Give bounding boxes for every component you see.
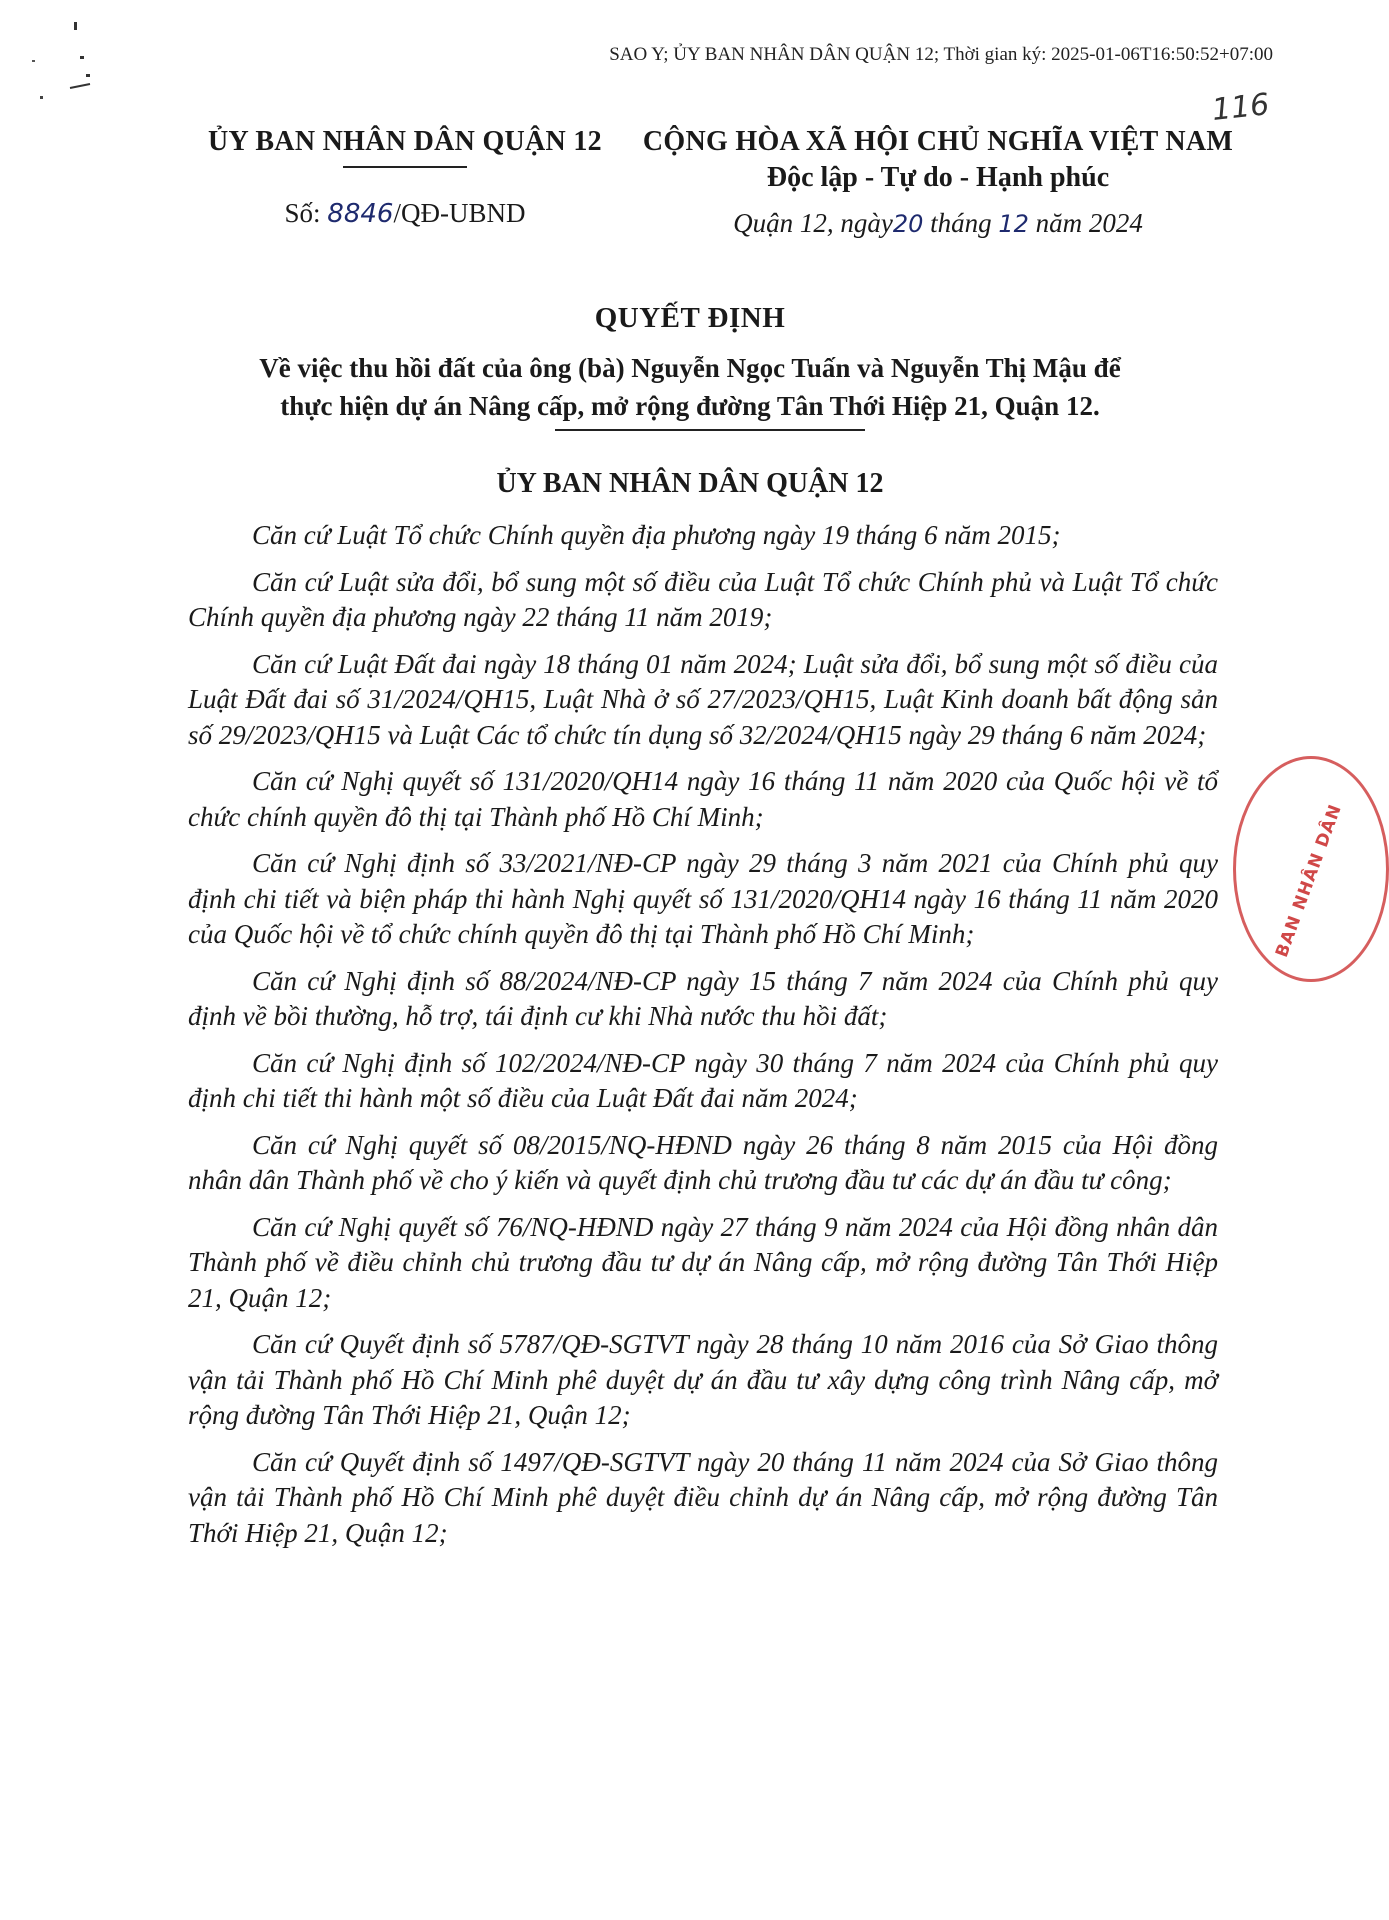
header-left xyxy=(190,126,620,229)
handwritten-number: 116 xyxy=(1210,87,1271,128)
date-day: 20 xyxy=(892,210,924,238)
subject-line-2: thực hiện dự án Nâng cấp, mở rộng đường Tân Thới Hiệp 21, Quận 12. xyxy=(280,391,1100,421)
date-part2: tháng xyxy=(923,208,999,238)
scan-margin-marks xyxy=(30,18,110,108)
legal-basis-paragraph: Căn cứ Luật sửa đổi, bổ sung một số điều của Luật Tổ chức Chính phủ và Luật Tổ chức Chính quyền địa phương ngày 22 tháng 11 năm 2019; xyxy=(188,566,1218,632)
title-block xyxy=(150,302,1230,431)
number-handwritten: 8846 xyxy=(327,199,394,229)
date-part3: năm 2024 xyxy=(1028,208,1143,238)
legal-basis-paragraph: Căn cứ Quyết định số 1497/QĐ-SGTVT ngày 20 tháng 11 năm 2024 của Sở Giao thông vận tải Thành phố Hồ Chí Minh phê duyệt điều chỉnh dự án Nâng cấp, mở rộng đường Tân Thới Hiệp 21, Quận 12; xyxy=(188,1446,1218,1548)
agency-underline xyxy=(343,166,467,168)
legal-basis-paragraph: Căn cứ Nghị quyết số 76/NQ-HĐND ngày 27 tháng 9 năm 2024 của Hội đồng nhân dân Thành phố về điều chỉnh chủ trương đầu tư dự án Nâng cấp, mở rộng đường Tân Thới Hiệp 21, Quận 12; xyxy=(188,1211,1218,1313)
subject-line-1: Về việc thu hồi đất của ông (bà) Nguyễn Ngọc Tuấn và Nguyễn Thị Mậu để xyxy=(259,353,1121,383)
national-motto: Độc lập - Tự do - Hạnh phúc xyxy=(766,162,1110,193)
country-name: CỘNG HÒA XÃ HỘI CHỦ NGHĨA VIỆT NAM xyxy=(642,126,1234,157)
legal-basis-paragraph: Căn cứ Nghị quyết số 131/2020/QH14 ngày 16 tháng 11 năm 2020 của Quốc hội về tổ chức chính quyền đô thị tại Thành phố Hồ Chí Minh; xyxy=(188,766,1218,832)
seal-text: BAN NHÂN DÂN xyxy=(1271,801,1347,961)
document-subject xyxy=(150,349,1230,425)
number-suffix: /QĐ-UBND xyxy=(393,198,526,228)
legal-basis-paragraph: Căn cứ Quyết định số 5787/QĐ-SGTVT ngày 28 tháng 10 năm 2016 của Sở Giao thông vận tải Thành phố Hồ Chí Minh phê duyệt dự án đầu tư xây dựng công trình Nâng cấp, mở rộng đường Tân Thới Hiệp 21, Quận 12; xyxy=(188,1329,1218,1430)
header-right xyxy=(628,126,1248,239)
number-prefix: Số: xyxy=(284,198,328,228)
document-body xyxy=(188,518,1218,1562)
date-part1: Quận 12, ngày xyxy=(733,208,893,238)
legal-basis-paragraph: Căn cứ Luật Tổ chức Chính quyền địa phương ngày 19 tháng 6 năm 2015; xyxy=(252,520,1061,550)
certified-copy-stamp: SAO Y; ỦY BAN NHÂN DÂN QUẬN 12; Thời gian ký: 2025-01-06T16:50:52+07:00 xyxy=(609,44,1273,65)
document-header xyxy=(0,126,1325,256)
document-date xyxy=(628,208,1248,239)
agency-name: ỦY BAN NHÂN DÂN QUẬN 12 xyxy=(208,126,602,157)
legal-basis-paragraph: Căn cứ Nghị định số 33/2021/NĐ-CP ngày 29 tháng 3 năm 2021 của Chính phủ quy định chi tiết và biện pháp thi hành Nghị quyết số 131/2020/QH14 ngày 16 tháng 11 năm 2020 của Quốc hội về tổ chức chính quyền đô thị tại Thành phố Hồ Chí Minh; xyxy=(188,848,1218,949)
issuer-heading: ỦY BAN NHÂN DÂN QUẬN 12 xyxy=(496,468,884,499)
legal-basis-paragraph: Căn cứ Nghị định số 88/2024/NĐ-CP ngày 15 tháng 7 năm 2024 của Chính phủ quy định về bồi thường, hỗ trợ, tái định cư khi Nhà nước thu hồi đất; xyxy=(188,965,1218,1031)
date-month: 12 xyxy=(998,210,1029,238)
document-number xyxy=(190,198,620,229)
document-type: QUYẾT ĐỊNH xyxy=(594,302,786,334)
legal-basis-paragraph: Căn cứ Nghị quyết số 08/2015/NQ-HĐND ngày 26 tháng 8 năm 2015 của Hội đồng nhân dân Thành phố về cho ý kiến và quyết định chủ trương đầu tư các dự án đầu tư công; xyxy=(188,1129,1218,1195)
legal-basis-paragraph: Căn cứ Luật Đất đai ngày 18 tháng 01 năm 2024; Luật sửa đổi, bổ sung một số điều của Luật Đất đai số 31/2024/QH15, Luật Nhà ở số 27/2023/QH15, Luật Kinh doanh bất động sản số 29/2023/QH15 và Luật Các tổ chức tín dụng số 32/2024/QH15 ngày 29 tháng 6 năm 2024; xyxy=(188,648,1218,750)
subject-underline xyxy=(555,429,865,431)
legal-basis-paragraph: Căn cứ Nghị định số 102/2024/NĐ-CP ngày 30 tháng 7 năm 2024 của Chính phủ quy định chi tiết thi hành một số điều của Luật Đất đai năm 2024; xyxy=(188,1047,1218,1113)
